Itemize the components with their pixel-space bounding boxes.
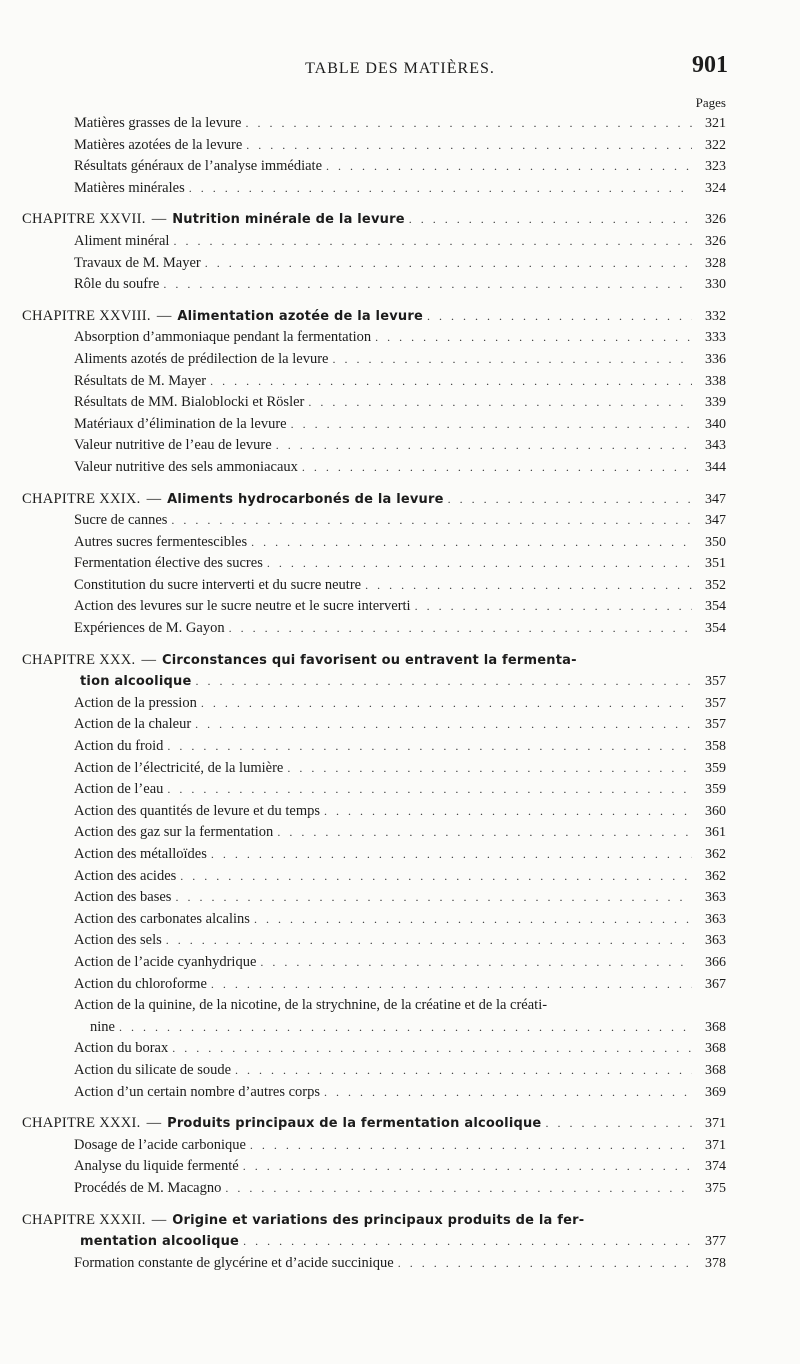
- chapter-heading: [0, 1210, 800, 1232]
- toc-entry-text: Autres sucres fermentescibles: [74, 533, 248, 550]
- toc-entry-text: Action du chloroforme: [74, 975, 207, 992]
- dot-leader: [246, 113, 693, 135]
- toc-page-number: 336: [705, 351, 726, 367]
- toc-entry: [0, 156, 800, 178]
- chapter-separator: —: [146, 1115, 162, 1132]
- toc-page-number: 323: [705, 159, 726, 175]
- toc-entry: [0, 1135, 800, 1157]
- toc-entry: [0, 714, 800, 736]
- toc-entry-text: Résultats de M. Mayer: [74, 372, 207, 389]
- toc-entry-text: Procédés de M. Macagno: [74, 1179, 222, 1196]
- toc-entry: [0, 1156, 800, 1178]
- toc-entry-text: Action du froid: [74, 738, 164, 755]
- chapter-number: CHAPITRE XXVII.: [22, 211, 146, 228]
- dot-leader: [375, 327, 692, 349]
- dot-leader: [171, 510, 692, 532]
- dot-leader: [201, 693, 692, 715]
- chapter-heading-text: [80, 671, 191, 693]
- toc-entry-text: Action des gaz sur la fermentation: [74, 824, 274, 841]
- chapter-title: Aliments hydrocarbonés de la levure: [167, 491, 444, 507]
- chapter-number: CHAPITRE XXXII.: [22, 1211, 146, 1228]
- toc-page-number: 347: [705, 513, 726, 529]
- toc-entry-text: Action des carbonates alcalins: [74, 910, 250, 927]
- toc-page-number: 368: [705, 1019, 726, 1035]
- dot-leader: [229, 618, 692, 640]
- toc-entry-text: Résultats de MM. Bialoblocki et Rösler: [74, 394, 305, 411]
- dot-leader: [235, 1060, 692, 1082]
- chapter-heading: [0, 650, 800, 672]
- chapter-heading: [0, 209, 800, 231]
- dot-leader: [324, 1082, 692, 1104]
- toc-page-number: 340: [705, 416, 726, 432]
- toc-page-number: 358: [705, 739, 726, 755]
- dot-leader: [119, 1017, 692, 1039]
- toc-page-number: 357: [705, 695, 726, 711]
- toc-entry-text: Matériaux d’élimination de la levure: [74, 415, 287, 432]
- dot-leader: [250, 1135, 692, 1157]
- chapter-separator: —: [156, 307, 172, 324]
- chapter-heading-text: [80, 1231, 239, 1253]
- toc-page-number: 369: [705, 1084, 726, 1100]
- toc-page-number: 371: [705, 1116, 726, 1132]
- toc-entry: [0, 178, 800, 200]
- dot-leader: [365, 575, 692, 597]
- chapter-title: mentation alcoolique: [80, 1234, 240, 1250]
- toc-entry: [0, 231, 800, 253]
- toc-entry-text: Action de la quinine, de la nicotine, de la strychnine, de la créatine et de la créati-: [74, 997, 548, 1014]
- toc-entry: [0, 909, 800, 931]
- toc-entry: [0, 844, 800, 866]
- chapter-title: Nutrition minérale de la levure: [172, 212, 405, 228]
- chapter-number: CHAPITRE XXX.: [22, 651, 136, 668]
- toc-page-number: 324: [705, 180, 726, 196]
- toc-entry-text: Action des levures sur le sucre neutre et le sucre interverti: [74, 598, 411, 615]
- toc-page-number: 374: [705, 1159, 726, 1175]
- toc-page-number: 338: [705, 373, 726, 389]
- toc-page-number: 366: [705, 954, 726, 970]
- toc-page-number: 354: [705, 621, 726, 637]
- toc-page-number: 350: [705, 534, 726, 550]
- toc-entry-text: Valeur nutritive des sels ammoniacaux: [74, 458, 298, 475]
- chapter-heading: [0, 1113, 800, 1135]
- toc-entry-text: Fermentation élective des sucres: [74, 555, 263, 572]
- toc-entry: [0, 414, 800, 436]
- toc-page-number: 357: [705, 674, 726, 690]
- toc-page-number: 352: [705, 577, 726, 593]
- dot-leader: [326, 156, 692, 178]
- toc-entry: [0, 435, 800, 457]
- toc-page-number: 359: [705, 760, 726, 776]
- toc-page-number: 359: [705, 782, 726, 798]
- toc-entry: [0, 1253, 800, 1275]
- toc-entry-continuation: [0, 1017, 800, 1039]
- toc-page-number: 362: [705, 847, 726, 862]
- toc-page-number: 332: [705, 308, 726, 324]
- pages-column-label: Pages: [695, 95, 726, 110]
- toc-page-number: 360: [705, 803, 726, 819]
- dot-leader: [415, 596, 692, 618]
- dot-leader: [205, 253, 692, 275]
- dot-leader: [246, 135, 692, 157]
- dot-leader: [243, 1156, 692, 1178]
- toc-page-number: 326: [705, 233, 726, 249]
- chapter-title: Produits principaux de la fermentation alcoolique: [167, 1116, 542, 1132]
- toc-page-number: 339: [705, 395, 726, 411]
- chapter-heading-text: [22, 489, 444, 511]
- toc-page-number: 361: [705, 825, 726, 841]
- chapter-heading-continuation: [0, 1231, 800, 1253]
- toc-page-number: 347: [705, 491, 726, 507]
- toc-entry-text: Action des sels: [74, 932, 162, 949]
- toc-entry: [0, 1060, 800, 1082]
- chapter-number: CHAPITRE XXXI.: [22, 1115, 141, 1132]
- running-title: TABLE DES MATIÈRES.: [305, 60, 495, 77]
- toc-entry-text: Action de l’acide cyanhydrique: [74, 953, 257, 970]
- toc-entry: [0, 327, 800, 349]
- toc-page-number: 357: [705, 717, 726, 733]
- toc-entry-text: Action de la pression: [74, 694, 197, 711]
- toc-page-number: 377: [705, 1234, 726, 1250]
- chapter-heading-text: [22, 1210, 584, 1232]
- toc-entry-text: nine: [90, 1018, 115, 1035]
- toc-entry: [0, 758, 800, 780]
- chapter-separator: —: [146, 490, 162, 507]
- dot-leader: [195, 714, 692, 736]
- chapter-heading-text: [22, 209, 405, 231]
- dot-leader: [211, 844, 692, 866]
- toc-page-number: 363: [705, 911, 726, 927]
- toc-entry: [0, 736, 800, 758]
- toc-entry-text: Aliment minéral: [74, 232, 170, 249]
- chapter-title: tion alcoolique: [80, 674, 192, 690]
- toc-entry: [0, 457, 800, 479]
- toc-entry-text: Sucre de cannes: [74, 512, 168, 529]
- toc-page-number: 322: [705, 137, 726, 153]
- chapter-heading: [0, 489, 800, 511]
- chapter-separator: —: [141, 651, 156, 668]
- toc-entry: [0, 887, 800, 909]
- toc-entry: [0, 866, 800, 888]
- toc-entry-text: Action des acides: [74, 867, 177, 884]
- dot-leader: [243, 1231, 692, 1253]
- dot-leader: [332, 349, 692, 371]
- toc-page-number: 354: [705, 599, 726, 615]
- toc-entry-text: Action des bases: [74, 889, 172, 906]
- dot-leader: [448, 489, 692, 511]
- dot-leader: [287, 758, 692, 780]
- toc-entry-text: Matières minérales: [74, 179, 185, 196]
- dot-leader: [166, 930, 692, 952]
- dot-leader: [173, 231, 692, 253]
- dot-leader: [398, 1253, 692, 1275]
- dot-leader: [267, 553, 692, 575]
- toc-entry: [0, 822, 800, 844]
- toc-page-number: 368: [705, 1062, 726, 1078]
- toc-entry-text: Rôle du soufre: [74, 276, 160, 293]
- toc-page-number: 330: [705, 277, 726, 293]
- toc-page-number: 367: [705, 976, 726, 992]
- toc-entry: [0, 392, 800, 414]
- toc-page-number: 333: [705, 330, 726, 346]
- toc-entry-text: Action de la chaleur: [74, 716, 192, 733]
- toc-entry-text: Matières azotées de la levure: [74, 136, 243, 153]
- toc-page-number: 378: [705, 1255, 726, 1271]
- toc-entry: [0, 952, 800, 974]
- dot-leader: [545, 1113, 692, 1135]
- chapter-heading-text: [22, 1113, 541, 1135]
- chapter-heading-continuation: [0, 671, 800, 693]
- toc-entry-text: Travaux de M. Mayer: [74, 254, 201, 271]
- toc-entry: [0, 553, 800, 575]
- chapter-title: Origine et variations des principaux produits de la fer-: [172, 1212, 585, 1228]
- toc-page-number: 351: [705, 556, 726, 572]
- toc-entry-text: Résultats généraux de l’analyse immédiate: [74, 158, 323, 175]
- toc-entry-text: Matières grasses de la levure: [74, 115, 242, 131]
- dot-leader: [324, 801, 692, 823]
- dot-leader: [195, 671, 692, 693]
- dot-leader: [180, 866, 692, 888]
- dot-leader: [277, 822, 692, 844]
- toc-entry-text: Action des quantités de levure et du temps: [74, 802, 321, 819]
- toc-entry: [0, 371, 800, 393]
- dot-leader: [167, 779, 692, 801]
- toc-page-number: 363: [705, 890, 726, 906]
- dot-leader: [211, 974, 692, 996]
- toc-entry-text: Action des métalloïdes: [74, 846, 207, 862]
- chapter-separator: —: [151, 1211, 167, 1228]
- toc-entry-text: Analyse du liquide fermenté: [74, 1158, 239, 1175]
- chapter-title: Circonstances qui favorisent ou entravent la fermenta-: [161, 652, 577, 668]
- toc-page-number: 343: [705, 438, 726, 454]
- toc-page-number: 328: [705, 255, 726, 271]
- chapter-separator: —: [151, 211, 167, 228]
- toc-page-number: 321: [705, 116, 726, 131]
- toc-page-number: 362: [705, 868, 726, 884]
- toc-entry: [0, 693, 800, 715]
- toc-entry-text: Action de l’eau: [74, 781, 164, 798]
- dot-leader: [276, 435, 692, 457]
- toc-entry-text: Expériences de M. Gayon: [74, 620, 225, 637]
- dot-leader: [251, 532, 692, 554]
- dot-leader: [308, 392, 692, 414]
- toc-entry: [0, 801, 800, 823]
- dot-leader: [427, 306, 692, 328]
- chapter-heading-text: [22, 650, 577, 672]
- table-of-contents: [0, 113, 800, 1274]
- toc-entry: [0, 135, 800, 157]
- toc-entry: [0, 618, 800, 640]
- chapter-number: CHAPITRE XXVIII.: [22, 307, 151, 324]
- dot-leader: [167, 736, 692, 758]
- toc-entry: [0, 974, 800, 996]
- chapter-heading-text: [22, 306, 423, 328]
- toc-page-number: 375: [705, 1180, 726, 1196]
- toc-page-number: 363: [705, 933, 726, 949]
- toc-entry-text: Formation constante de glycérine et d’acide succinique: [74, 1254, 394, 1271]
- dot-leader: [163, 274, 692, 296]
- dot-leader: [409, 209, 692, 231]
- toc-entry: [0, 930, 800, 952]
- toc-page-number: 371: [705, 1137, 726, 1153]
- dot-leader: [254, 909, 692, 931]
- chapter-number: CHAPITRE XXIX.: [22, 490, 141, 507]
- toc-entry: [0, 349, 800, 371]
- toc-entry-text: Action du silicate de soude: [74, 1061, 232, 1078]
- toc-entry-text: Dosage de l’acide carbonique: [74, 1136, 246, 1153]
- dot-leader: [225, 1178, 692, 1200]
- dot-leader: [260, 952, 692, 974]
- toc-entry-text: Constitution du sucre interverti et du sucre neutre: [74, 576, 362, 593]
- dot-leader: [302, 457, 692, 479]
- toc-entry: [0, 253, 800, 275]
- toc-page-number: 344: [705, 459, 726, 475]
- toc-entry-text: Action de l’électricité, de la lumière: [74, 759, 284, 776]
- toc-page-number: 326: [705, 212, 726, 228]
- page-number: 901: [692, 52, 728, 78]
- toc-entry: [0, 995, 800, 1017]
- toc-entry: [0, 779, 800, 801]
- dot-leader: [175, 887, 692, 909]
- toc-entry-text: Action du borax: [74, 1040, 169, 1057]
- toc-entry: [0, 575, 800, 597]
- toc-entry-text: Absorption d’ammoniaque pendant la fermentation: [74, 329, 372, 346]
- chapter-heading: [0, 306, 800, 328]
- toc-entry-text: Valeur nutritive de l’eau de levure: [74, 437, 272, 454]
- toc-entry: [0, 596, 800, 618]
- toc-entry: [0, 1178, 800, 1200]
- dot-leader: [210, 371, 692, 393]
- dot-leader: [189, 178, 692, 200]
- chapter-title: Alimentation azotée de la levure: [177, 308, 423, 324]
- toc-entry: [0, 510, 800, 532]
- toc-entry: [0, 1082, 800, 1104]
- toc-entry-text: Action d’un certain nombre d’autres corps: [74, 1083, 321, 1100]
- toc-entry: [0, 532, 800, 554]
- dot-leader: [291, 414, 692, 436]
- toc-page-number: 368: [705, 1041, 726, 1057]
- toc-entry: [0, 274, 800, 296]
- toc-entry: [0, 113, 800, 135]
- toc-entry: [0, 1038, 800, 1060]
- toc-entry-text: Aliments azotés de prédilection de la levure: [74, 350, 329, 367]
- dot-leader: [172, 1038, 692, 1060]
